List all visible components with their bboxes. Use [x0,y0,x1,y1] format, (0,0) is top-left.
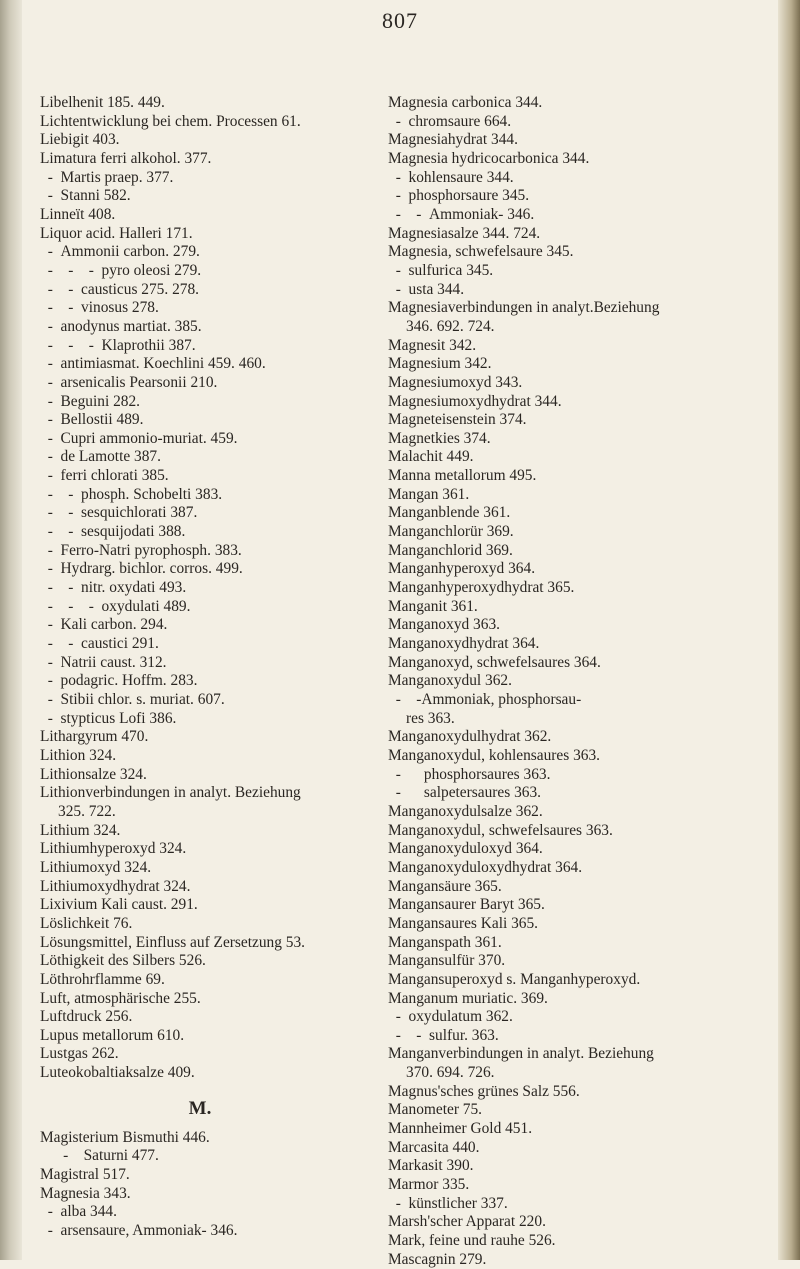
index-entry-text: Lichtentwicklung bei chem. Processen 61. [40,112,301,130]
index-entry-text: Manganverbindungen in analyt. Beziehung [388,1045,654,1063]
index-entry-text: Lithiumoxydhydrat 324. [40,877,191,895]
index-entry-text: Manometer 75. [388,1101,483,1119]
index-entry-text: Magnesiumoxyd 343. [388,373,523,391]
index-entry [40,1027,360,1046]
index-entry [388,94,773,113]
index-entry-text: Manganoxydul 362. [388,672,512,690]
index-entry-text: - stypticus Lofi 386. [40,709,177,727]
index-entry-text: Magnesiaverbindungen in analyt.Beziehung [388,299,660,317]
index-entry-text: - - nitr. oxydati 493. [40,579,187,597]
index-entry [40,113,360,132]
index-entry-text: Lithium 324. [40,821,121,839]
index-entry-text: Magnesiasalze 344. 724. [388,224,541,242]
index-entry-text: - alba 344. [40,1203,117,1221]
index-entry [388,654,773,673]
index-entry-text: Mangan 361. [388,485,470,503]
index-entry [388,579,773,598]
index-entry [40,206,360,225]
index-entry [388,728,773,747]
index-entry-text: - Stanni 582. [40,187,131,205]
index-entry-text: Manganoxydulhydrat 362. [388,728,552,746]
index-entry-text: Magnesia, schwefelsaure 345. [388,243,574,261]
index-entry-text: - - phosph. Schobelti 383. [40,485,223,503]
index-entry [388,299,773,336]
index-entry-text: Magisterium Bismuthi 446. [40,1128,210,1146]
index-entry [388,747,773,766]
index-entry [40,747,360,766]
index-entry [388,1176,773,1195]
index-entry [40,710,360,729]
index-entry-text: - usta 344. [388,280,465,298]
index-entry-text: - Hydrarg. bichlor. corros. 499. [40,560,243,578]
index-entry-text: - chromsaure 664. [388,112,512,130]
index-entry-text: Löthigkeit des Silbers 526. [40,952,206,970]
index-entry [40,169,360,188]
index-entry-text: Marcasita 440. [388,1138,480,1156]
index-entry [388,859,773,878]
index-entry [40,990,360,1009]
index-entry [40,225,360,244]
index-entry-text: Lixivium Kali caust. 291. [40,896,198,914]
index-entry [388,1120,773,1139]
index-entry [388,934,773,953]
section-heading: M. [188,1097,212,1119]
index-entry-text: Mangansaurer Baryt 365. [388,896,545,914]
index-entry [40,430,360,449]
index-entry [388,915,773,934]
index-entry [40,579,360,598]
index-column-left [40,94,360,1241]
index-entry-text: Manganspath 361. [388,933,502,951]
index-entry-text: - Kali carbon. 294. [40,616,168,634]
index-entry [40,374,360,393]
index-entry-text: Manganhyperoxyd 364. [388,560,536,578]
index-entry-text: - - - Klaprothii 387. [40,336,196,354]
index-entry-text: Manganit 361. [388,597,478,615]
scan-edge-right [778,0,800,1260]
index-entry [40,355,360,374]
index-entry-text: Magistral 517. [40,1166,130,1184]
index-entry-text: Mangansulfür 370. [388,952,506,970]
index-entry-text: - Beguini 282. [40,392,141,410]
index-entry [388,393,773,412]
index-entry [40,1147,360,1166]
index-entry-text: Libelhenit 185. 449. [40,94,165,111]
index-entry-text: Liquor acid. Halleri 171. [40,224,193,242]
index-entry-text: Mannheimer Gold 451. [388,1120,533,1138]
index-entry-text: Mangansuperoxyd s. Manganhyperoxyd. [388,970,641,988]
index-entry [388,766,773,785]
index-entry [388,971,773,990]
index-entry-text: Liebigit 403. [40,131,120,149]
index-entry [40,1166,360,1185]
index-entry [388,1232,773,1251]
index-entry [40,448,360,467]
index-entry-text: Manna metallorum 495. [388,467,537,485]
index-entry [40,728,360,747]
index-entry [388,672,773,691]
index-entry-continuation: 370. 694. 726. [406,1064,495,1082]
index-entry-text: Manganoxydulsalze 362. [388,802,543,820]
index-entry [40,598,360,617]
index-entry [40,243,360,262]
index-entry-text: Manganoxyduloxyd 364. [388,840,543,858]
index-entry [388,896,773,915]
index-entry-text: - salpetersaures 363. [388,784,542,802]
index-entry-text: - Cupri ammonio-muriat. 459. [40,429,238,447]
index-entry [40,1129,360,1148]
index-entry [40,504,360,523]
index-entry [40,411,360,430]
index-entry-text: - de Lamotte 387. [40,448,161,466]
index-entry-text: Malachit 449. [388,448,474,466]
index-entry-text: Marsh'scher Apparat 220. [388,1213,546,1231]
index-entry-continuation: 325. 722. [58,802,116,820]
index-entry [388,187,773,206]
index-entry-text: - - causticus 275. 278. [40,280,200,298]
index-entry-text: Mark, feine und rauhe 526. [388,1232,556,1250]
index-entry-text: Manganoxyd, schwefelsaures 364. [388,653,601,671]
index-entry-text: Lithionsalze 324. [40,765,147,783]
index-entry-text: - kohlensaure 344. [388,168,514,186]
index-entry-text: Magnesia carbonica 344. [388,94,543,111]
index-entry [388,598,773,617]
index-entry-text: - phosphorsaures 363. [388,765,551,783]
index-entry-text: Lösungsmittel, Einfluss auf Zersetzung 53. [40,933,306,951]
index-entry [388,411,773,430]
index-entry-text: - - Ammoniak- 346. [388,205,535,223]
index-entry-text: Luftdruck 256. [40,1008,133,1026]
index-entry [40,467,360,486]
index-entry [388,448,773,467]
index-entry [40,318,360,337]
index-entry-text: Magnus'sches grünes Salz 556. [388,1082,580,1100]
index-entry-text: Lithionverbindungen in analyt. Beziehung [40,784,301,802]
index-entry [388,1213,773,1232]
index-entry [40,691,360,710]
index-entry-continuation: 346. 692. 724. [406,317,495,335]
index-entry-text: Mangansaures Kali 365. [388,914,539,932]
index-entry-text: Markasit 390. [388,1157,474,1175]
index-entry [40,896,360,915]
index-entry [388,430,773,449]
index-entry [40,1008,360,1027]
index-entry-text: - antimiasmat. Koechlini 459. 460. [40,355,266,373]
index-entry [40,523,360,542]
index-entry [40,859,360,878]
index-entry-text: Manganblende 361. [388,504,511,522]
index-entry-text: Löslichkeit 76. [40,914,133,932]
index-entry-text: Linneït 408. [40,205,116,223]
index-entry-text: Manganoxydhydrat 364. [388,635,540,653]
index-entry [40,150,360,169]
index-entry-continuation: res 363. [406,709,455,727]
index-entry-text: Luft, atmosphärische 255. [40,989,201,1007]
index-entry-text: - arsensaure, Ammoniak- 346. [40,1222,238,1240]
index-entry [40,878,360,897]
index-entry [388,784,773,803]
index-entry-text: - phosphorsaure 345. [388,187,530,205]
index-entry [40,299,360,318]
index-entry [388,691,773,728]
index-entry-text: Manganoxyd 363. [388,616,500,634]
index-entry [40,486,360,505]
index-entry [388,131,773,150]
index-entry [40,822,360,841]
index-entry [40,616,360,635]
index-entry [40,952,360,971]
index-entry [388,467,773,486]
index-entry [388,878,773,897]
index-entry [40,915,360,934]
index-entry [40,1203,360,1222]
index-entry-text: - - - oxydulati 489. [40,597,191,615]
index-entry-text: - arsenicalis Pearsonii 210. [40,373,218,391]
index-entry [388,243,773,262]
index-entry [40,635,360,654]
index-entry [40,337,360,356]
index-entry-text: Magnesia hydricocarbonica 344. [388,149,590,167]
index-entry [388,822,773,841]
index-entry-text: Luteokobaltiaksalze 409. [40,1064,195,1082]
index-entry-text: Manganchlorür 369. [388,523,514,541]
index-entry [388,560,773,579]
index-entry-text: Manganum muriatic. 369. [388,989,548,1007]
index-entry-text: - - caustici 291. [40,635,159,653]
index-entry-text: Magnesium 342. [388,355,492,373]
index-entry-text: Lithion 324. [40,746,117,764]
index-entry-text: Magnesit 342. [388,336,477,354]
index-entry [388,337,773,356]
index-entry-text: Manganoxyduloxydhydrat 364. [388,858,583,876]
index-entry [388,523,773,542]
index-entry [388,1083,773,1102]
index-entry [40,840,360,859]
index-entry [388,1157,773,1176]
index-entry-text: - ferri chlorati 385. [40,467,169,485]
index-entry-text: Lupus metallorum 610. [40,1026,185,1044]
index-entry [40,1185,360,1204]
index-entry [40,934,360,953]
index-entry-text: Manganhyperoxydhydrat 365. [388,579,575,597]
index-entry-text: - - - pyro oleosi 279. [40,261,202,279]
page-number: 807 [382,8,418,33]
index-column-right [388,94,773,1269]
index-entry-text: - -Ammoniak, phosphorsau- [388,691,582,708]
index-entry [40,187,360,206]
index-entry [40,94,360,113]
index-entry-text: - Stibii chlor. s. muriat. 607. [40,691,225,708]
index-entry [40,672,360,691]
index-entry [388,1045,773,1082]
index-entry-text: - - vinosus 278. [40,299,159,317]
index-entry [40,1222,360,1241]
index-entry-text: - - sesquichlorati 387. [40,504,198,522]
index-entry [388,262,773,281]
index-entry-text: Lustgas 262. [40,1045,119,1063]
index-entry [40,393,360,412]
index-entry-text: - anodynus martiat. 385. [40,317,202,335]
index-entry-text: Magneteisenstein 374. [388,411,527,429]
index-entry-text: Magnesiahydrat 344. [388,131,518,149]
index-entry [388,1195,773,1214]
index-entry [40,131,360,150]
index-entry [40,766,360,785]
index-entry [388,1101,773,1120]
index-entry-text: Magnetkies 374. [388,429,491,447]
index-entry-text: - Martis praep. 377. [40,168,174,186]
index-entry-text: - Saturni 477. [40,1147,159,1165]
index-entry-text: - podagric. Hoffm. 283. [40,672,198,690]
index-entry [388,150,773,169]
index-entry-text: - Ammonii carbon. 279. [40,243,200,261]
index-entry-text: - Natrii caust. 312. [40,653,167,671]
index-entry-text: Mangansäure 365. [388,877,502,895]
index-entry-text: Lithargyrum 470. [40,728,149,746]
index-entry [388,169,773,188]
index-entry-text: Manganoxydul, schwefelsaures 363. [388,821,613,839]
index-entry [388,616,773,635]
index-entry-text: - - sulfur. 363. [388,1026,499,1044]
index-entry-text: - Bellostii 489. [40,411,144,429]
index-entry [388,486,773,505]
index-entry [40,654,360,673]
index-entry [40,281,360,300]
index-entry [40,784,360,821]
index-entry [388,355,773,374]
index-entry [388,1139,773,1158]
index-entry [40,262,360,281]
index-entry-text: - sulfurica 345. [388,261,494,279]
index-entry-text: Magnesia 343. [40,1184,131,1202]
index-entry [388,374,773,393]
index-entry [388,1008,773,1027]
index-entry [388,635,773,654]
index-entry [40,542,360,561]
index-entry [40,1064,360,1083]
index-entry [388,225,773,244]
index-entry [388,840,773,859]
index-entry-text: - - sesquijodati 388. [40,523,186,541]
index-entry [40,971,360,990]
index-entry [388,803,773,822]
index-entry-text: Mascagnin 279. [388,1250,487,1268]
index-entry [388,206,773,225]
index-entry-text: Manganchlorid 369. [388,541,513,559]
index-entry-text: Lithiumhyperoxyd 324. [40,840,187,858]
index-entry [388,990,773,1009]
index-entry-text: Marmor 335. [388,1176,470,1194]
index-entry-text: - Ferro-Natri pyrophosph. 383. [40,541,242,559]
index-entry-text: Manganoxydul, kohlensaures 363. [388,746,601,764]
index-entry-text: Magnesiumoxydhydrat 344. [388,392,562,410]
index-entry-text: - oxydulatum 362. [388,1008,513,1026]
index-entry [40,1045,360,1064]
index-entry-text: Lithiumoxyd 324. [40,858,152,876]
index-entry [388,542,773,561]
index-entry [388,952,773,971]
index-entry-text: - künstlicher 337. [388,1194,508,1212]
index-entry [388,1027,773,1046]
index-entry [388,113,773,132]
scan-edge-left [0,0,22,1260]
index-entry-text: Limatura ferri alkohol. 377. [40,149,212,167]
index-entry [388,504,773,523]
index-entry-text: Löthrohrflamme 69. [40,970,165,988]
index-entry [388,281,773,300]
index-entry [40,560,360,579]
